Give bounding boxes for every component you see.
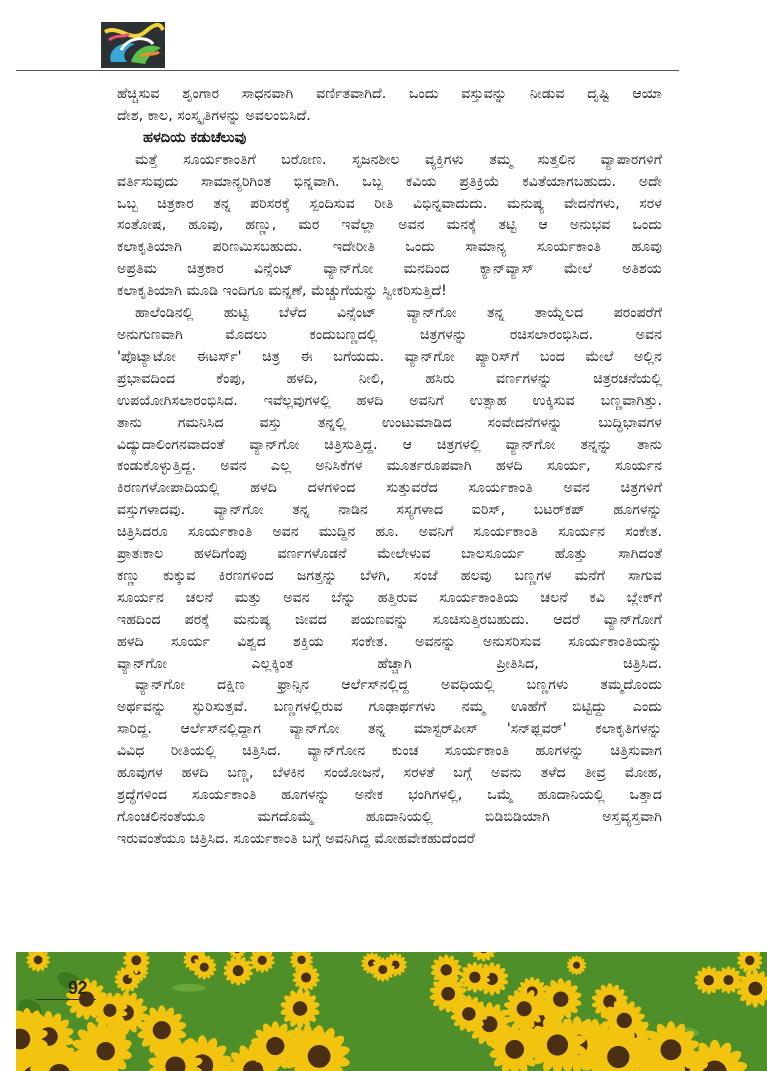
- text-line: ಕಲಾಕೃತಿಯಾಗಿ ಪರಿಣಮಿಸಬಹುದು. ಇದೇರೀತಿ ಒಂದು ಸಾಮಾನ್ಯ ಸೂರ್ಯಕಾಂತಿ ಹೂವು: [117, 239, 662, 256]
- text-line: ಹೆಚ್ಚಿಸುವ ಶೃಂಗಾರ ಸಾಧನವಾಗಿ ವರ್ಣಿತವಾಗಿದೆ. ಒಂದು ವಸ್ತುವನ್ನು ನೀಡುವ ದೃಷ್ಟಿ ಆಯಾ: [117, 86, 662, 102]
- text-line: ಗೊಂಚಲಿನಂತೆಯೂ ಮಗದೊಮ್ಮೆ ಹೂದಾನಿಯಲ್ಲಿ ಬಿಡಿಬಿಡಿಯಾಗಿ ಅಸ್ತವ್ಯಸ್ತವಾಗಿ: [117, 808, 662, 825]
- text-line: ವರ್ತಿಸುವುದು ಸಾಮಾನ್ಯರಿಗಿಂತ ಭಿನ್ನವಾಗಿ. ಒಬ್ಬ ಕವಿಯ ಪ್ರತಿಕ್ರಿಯೆ ಕವಿತೆಯಾಗಬಹುದು. ಅದೇ: [117, 173, 662, 190]
- text-line: ಪ್ರಭಾವದಿಂದ ಕೆಂಪು, ಹಳದಿ, ನೀಲಿ, ಹಸಿರು ವರ್ಣಗಳನ್ನು ಚಿತ್ರರಚನೆಯಲ್ಲಿ: [117, 370, 662, 387]
- text-line: ಅನುಗುಣವಾಗಿ ಮೊದಲು ಕಂದುಬಣ್ಣದಲ್ಲಿ ಚಿತ್ರಗಳನ್ನು ರಚಿಸಲಾರಂಭಿಸಿದ. ಅವನ: [117, 326, 662, 343]
- text-line: ವ್ಯಾನ್‌ಗೋ ಎಲ್ಲಕ್ಕಿಂತ ಹೆಚ್ಚಾಗಿ ಪ್ರೀತಿಸಿದ, ಚಿತ್ರಿಸಿದ.: [117, 655, 662, 672]
- text-line: ಇಹದಿಂದ ಪರಕ್ಕೆ ಮನುಷ್ಯ ಜೀವದ ಪಯಣವನ್ನು ಸೂಚಿಸುತ್ತಿರಬಹುದು. ಆದರೆ ವ್ಯಾನ್‌ಗೋಗೆ: [117, 611, 662, 628]
- text-line: ಒಬ್ಬ ಚಿತ್ರಕಾರ ತನ್ನ ಪರಿಸರಕ್ಕೆ ಸ್ಪಂದಿಸುವ ರೀತಿ ವಿಭಿನ್ನವಾದುದು. ಮನುಷ್ಯ ವೇದನೆಗಳು, ಸರಳ: [117, 195, 662, 212]
- text-line: ವ್ಯಾನ್‌ಗೋ ದಕ್ಷಿಣ ಫ್ರಾನ್ಸಿನ ಆರ್ಲೆಸ್‌ನಲ್ಲಿದ್ದ ಅವಧಿಯಲ್ಲಿ ಬಣ್ಣಗಳು ತಮ್ಮದೊಂದು: [135, 677, 662, 694]
- text-line: ವಸ್ತುಗಳಾದವು. ವ್ಯಾನ್‌ಗೋ ತನ್ನ ನಾಡಿನ ಸಸ್ಯಗಳಾದ ಐರಿಸ್, ಬಟರ್‌ಕಪ್ ಹೂಗಳನ್ನು: [117, 502, 662, 519]
- section-heading: ಹಳದಿಯ ಕಡುಚೆಲುವು: [143, 129, 247, 146]
- text-line: ವಿದ್ಯುದಾಲಿಂಗನವಾದಂತೆ ವ್ಯಾನ್‌ಗೋ ಚಿತ್ರಿಸುತ್ತಿದ್ದ. ಆ ಚಿತ್ರಗಳಲ್ಲಿ ವ್ಯಾನ್‌ಗೋ ತನ್ನನ್ನು ತಾನು: [117, 436, 662, 453]
- text-line: ವಿವಿಧ ರೀತಿಯಲ್ಲಿ ಚಿತ್ರಿಸಿದ. ವ್ಯಾನ್‌ಗೋನ ಕುಂಚ ಸೂರ್ಯಕಾಂತಿ ಹೂಗಳನ್ನು ಚಿತ್ರಿಸುವಾಗ: [117, 743, 662, 760]
- text-line: ಅರ್ಥವನ್ನು ಸ್ಫುರಿಸುತ್ತವೆ. ಬಣ್ಣಗಳಲ್ಲಿರುವ ಗೂಢಾರ್ಥಗಳು ನಮ್ಮ ಊಹೆಗೆ ಬಿಟ್ಟಿದ್ದು ಎಂದು: [117, 699, 662, 716]
- text-line: ಸಾರಿದ್ದ. ಆರ್ಲೆಸ್‌ನಲ್ಲಿದ್ದಾಗ ವ್ಯಾನ್‌ಗೋ ತನ್ನ ಮಾಸ್ಟರ್‌ಪೀಸ್ 'ಸನ್‌ಫ್ಲವರ್' ಕಲಾಕೃತಿಗಳನ್ನು: [117, 721, 662, 738]
- text-line: ಉಪಯೋಗಿಸಲಾರಂಭಿಸಿದ. ಇವೆಲ್ಲವುಗಳಲ್ಲಿ ಹಳದಿ ಅವನಿಗೆ ಉತ್ಸಾಹ ಉಕ್ಕಿಸುವ ಬಣ್ಣವಾಗಿತ್ತು.: [117, 392, 662, 409]
- magazine-logo-icon: [101, 22, 165, 68]
- text-line: ಮತ್ತೆ ಸೂರ್ಯಕಾಂತಿಗೆ ಬರೋಣ. ಸೃಜನಶೀಲ ವ್ಯಕ್ತಿಗಳು ತಮ್ಮ ಸುತ್ತಲಿನ ವ್ಯಾಪಾರಗಳಿಗೆ: [135, 151, 662, 168]
- text-line: 'ಪೊಟ್ಯಾಟೋ ಈಟರ್ಸ್' ಚಿತ್ರ ಈ ಬಗೆಯದು. ವ್ಯಾನ್‌ಗೋ ಪ್ಯಾರಿಸ್‌ಗೆ ಬಂದ ಮೇಲೆ ಅಲ್ಲಿನ: [117, 348, 662, 365]
- text-line: ಇರುವಂತೆಯೂ ಚಿತ್ರಿಸಿದ. ಸೂರ್ಯಕಾಂತಿ ಬಗ್ಗೆ ಅವನಿಗಿದ್ದ ಮೋಹವೇಕಹುದೆಂದರೆ: [117, 830, 475, 847]
- text-line: ಕಲಾಕೃತಿಯಾಗಿ ಮೂಡಿ ಇಂದಿಗೂ ಮನ್ನಣೆ, ಮೆಚ್ಚುಗೆಯನ್ನು ಸ್ವೀಕರಿಸುತ್ತಿದೆ!: [117, 283, 447, 300]
- text-line: ಪ್ರಾತಃಕಾಲ ಹಳದಿಗೆಂಪು ವರ್ಣಗಳೊಡನೆ ಮೇಲೇಳುವ ಬಾಲಸೂರ್ಯ ಹೊತ್ತು ಸಾಗಿದಂತೆ: [117, 546, 662, 563]
- text-line: ಹಾಲೆಂಡಿನಲ್ಲಿ ಹುಟ್ಟಿ ಬೆಳೆದ ವಿನ್ಸೆಂಟ್ ವ್ಯಾನ್‌ಗೋ ತನ್ನ ತಾಯ್ನೆಲದ ಪರಂಪರೆಗೆ: [135, 305, 662, 322]
- text-line: ಕಿರಣಗಳೋಪಾದಿಯಲ್ಲಿ ಹಳದಿ ದಳಗಳಿಂದ ಸುತ್ತುವರೆದ ಸೂರ್ಯಕಾಂತಿ ಅವನ ಚಿತ್ರಗಳಿಗೆ: [117, 480, 662, 497]
- text-line: ಅಪ್ರತಿಮ ಚಿತ್ರಕಾರ ವಿನ್ಸೆಂಟ್ ವ್ಯಾನ್‌ಗೋ ಮನದಿಂದ ಕ್ಯಾನ್‌ವ್ಯಾಸ್ ಮೇಲೆ ಅತಿಶಯ: [117, 261, 662, 278]
- text-line: ಹಳದಿ ಸೂರ್ಯ ವಿಶ್ವದ ಶಕ್ತಿಯ ಸಂಕೇತ. ಅವನನ್ನು ಅನುಸರಿಸುವ ಸೂರ್ಯಕಾಂತಿಯನ್ನು: [117, 633, 662, 650]
- text-line: ಚಿತ್ರಿಸಿದರೂ ಸೂರ್ಯಕಾಂತಿ ಅವನ ಮುದ್ದಿನ ಹೂ. ಅವನಿಗೆ ಸೂರ್ಯಕಾಂತಿ ಸೂರ್ಯನ ಸಂಕೇತ.: [117, 524, 662, 541]
- text-line: ಸಂತೋಷ, ಹೂವು, ಹಣ್ಣು, ಮರ ಇವೆಲ್ಲಾ ಅವನ ಮನಕ್ಕೆ ತಟ್ಟಿ ಆ ಅನುಭವ ಒಂದು: [117, 217, 662, 234]
- text-line: ತಾನು ಗಮನಿಸಿದ ವಸ್ತು ತನ್ನಲ್ಲಿ ಉಂಟುಮಾಡಿದ ಸಂವೇದನೆಗಳನ್ನು ಬುದ್ಧಿಭಾವಗಳ: [117, 414, 662, 431]
- text-line: ಕಂಡುಕೊಳ್ಳುತ್ತಿದ್ದ. ಅವನ ಎಲ್ಲ ಅನಿಸಿಕೆಗಳ ಮೂರ್ತರೂಪವಾಗಿ ಹಳದಿ ಸೂರ್ಯ, ಸೂರ್ಯನ: [117, 458, 662, 475]
- text-line: ಕಣ್ಣು ಕುಕ್ಕುವ ಕಿರಣಗಳಿಂದ ಜಗತ್ತನ್ನು ಬೆಳಗಿ, ಸಂಜೆ ಹಲವು ಬಣ್ಣಗಳ ಮನೆಗೆ ಸಾಗುವ: [117, 567, 662, 584]
- text-line: ಹೂವುಗಳ ಹಳದಿ ಬಣ್ಣ, ಬೆಳಕಿನ ಸಂಯೋಜನೆ, ಸರಳತೆ ಬಗ್ಗೆ ಅವನು ತಳೆದ ತೀವ್ರ ಮೋಹ,: [117, 765, 662, 782]
- text-line: ದೇಶ, ಕಾಲ, ಸಂಸ್ಕೃತಿಗಳನ್ನು ಅವಲಂಬಿಸಿದೆ.: [117, 107, 311, 124]
- page-number: 92: [68, 978, 88, 998]
- sunflower-field-image: [16, 952, 767, 1071]
- page-number-rule: [36, 999, 96, 1000]
- text-line: ಸೂರ್ಯನ ಚಲನೆ ಮತ್ತು ಅವನ ಬೆನ್ನು ಹತ್ತಿರುವ ಸೂರ್ಯಕಾಂತಿಯ ಚಲನೆ ಕವಿ ಬ್ಲೇಕ್‌ಗೆ: [117, 589, 662, 606]
- article-body: [117, 84, 662, 851]
- text-line: ಶ್ರದ್ಧೆಗಳಿಂದ ಸೂರ್ಯಕಾಂತಿ ಹೂಗಳನ್ನು ಅನೇಕ ಭಂಗಿಗಳಲ್ಲಿ, ಒಮ್ಮೆ ಹೂದಾನಿಯಲ್ಲಿ ಒತ್ತಾದ: [117, 787, 662, 803]
- header-divider: [16, 70, 679, 71]
